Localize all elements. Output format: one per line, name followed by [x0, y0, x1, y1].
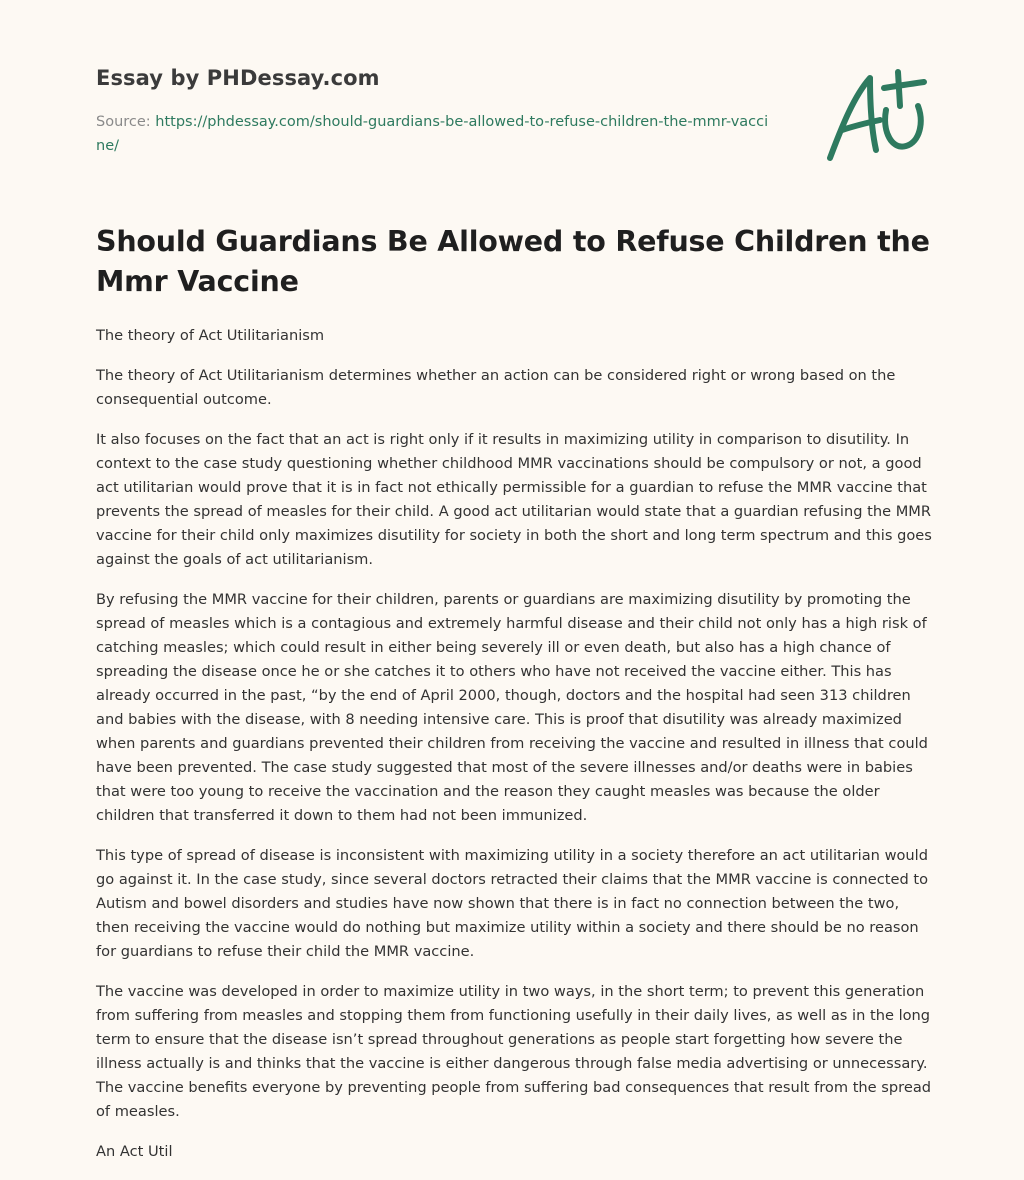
page-title: Should Guardians Be Allowed to Refuse Children the Mmr Vaccine [96, 225, 930, 298]
article-paragraph: By refusing the MMR vaccine for their children, parents or guardians are maximizing disutility by promoting the spread of measles which is a contagious and extremely harmful disease and their child not only has a high risk of catching measles; which could result in either being severely ill or even death, but also has a high chance of spreading the disease once he or she catches it to others who have not received the vaccine either. This has already occurred in the past, “by the end of April 2000, though, doctors and the hospital had seen 313 children and babies with the disease, with 8 needing intensive care. This is proof that disutility was already maximized when parents and guardians prevented their children from receiving the vaccine and resulted in illness that could have been prevented. The case study suggested that most of the severe illnesses and/or deaths were in babies that were too young to receive the vaccination and the reason they caught measles was because the older children that transferred it down to them had not been immunized. [96, 591, 928, 824]
brand-name: Essay by PHDessay.com [96, 66, 380, 90]
a-plus-logo-icon [820, 66, 930, 166]
article-truncated-heading: An Act Util [96, 1143, 173, 1160]
source-label: Source: [96, 114, 156, 130]
article-paragraph: The vaccine was developed in order to maximize utility in two ways, in the short term; to prevent this generation from suffering from measles and stopping them from functioning usefully in their daily lives, as well as in the long term to ensure that the disease isn’t spread throughout generations as people start forgetting how severe the illness actually is and thinks that the vaccine is either dangerous through false media advertising or unnecessary. The vaccine benefits everyone by preventing people from suffering bad consequences that result from the spread of measles. [96, 983, 932, 1120]
article-paragraph: This type of spread of disease is inconsistent with maximizing utility in a society therefore an act utilitarian would go against it. In the case study, since several doctors retracted their claims that the MMR vaccine is connected to Autism and bowel disorders and studies have now shown that there is in fact no connection between the two, then receiving the vaccine would do nothing but maximize utility within a society and there should be no reason for guardians to refuse their child the MMR vaccine. [96, 847, 929, 960]
logo-smile-curve [885, 106, 921, 147]
logo-letter-a-stroke [830, 78, 876, 158]
logo-plus-horizontal [884, 82, 924, 88]
article-paragraph: It also focuses on the fact that an act is right only if it results in maximizing utility in comparison to disutility. In context to the case study questioning whether childhood MMR vaccinations should be compulsory or not, a good act utilitarian would prove that it is in fact not ethically permissible for a guardian to refuse the MMR vaccine that prevents the spread of measles for their child. A good act utilitarian would state that a guardian refusing the MMR vaccine for their child only maximizes disutility for society in both the short and long term spectrum and this goes against the goals of act utilitarianism. [96, 431, 932, 568]
logo-plus-vertical [898, 72, 900, 106]
article-paragraph: The theory of Act Utilitarianism determines whether an action can be considered right or wrong based on the consequential outcome. [96, 367, 896, 408]
source-link[interactable]: https://phdessay.com/should-guardians-be-allowed-to-refuse-children-the-mmr-vaccine/ [96, 114, 769, 154]
source-line [96, 110, 776, 158]
article-body [96, 324, 932, 1180]
article-subheading: The theory of Act Utilitarianism [96, 327, 325, 344]
